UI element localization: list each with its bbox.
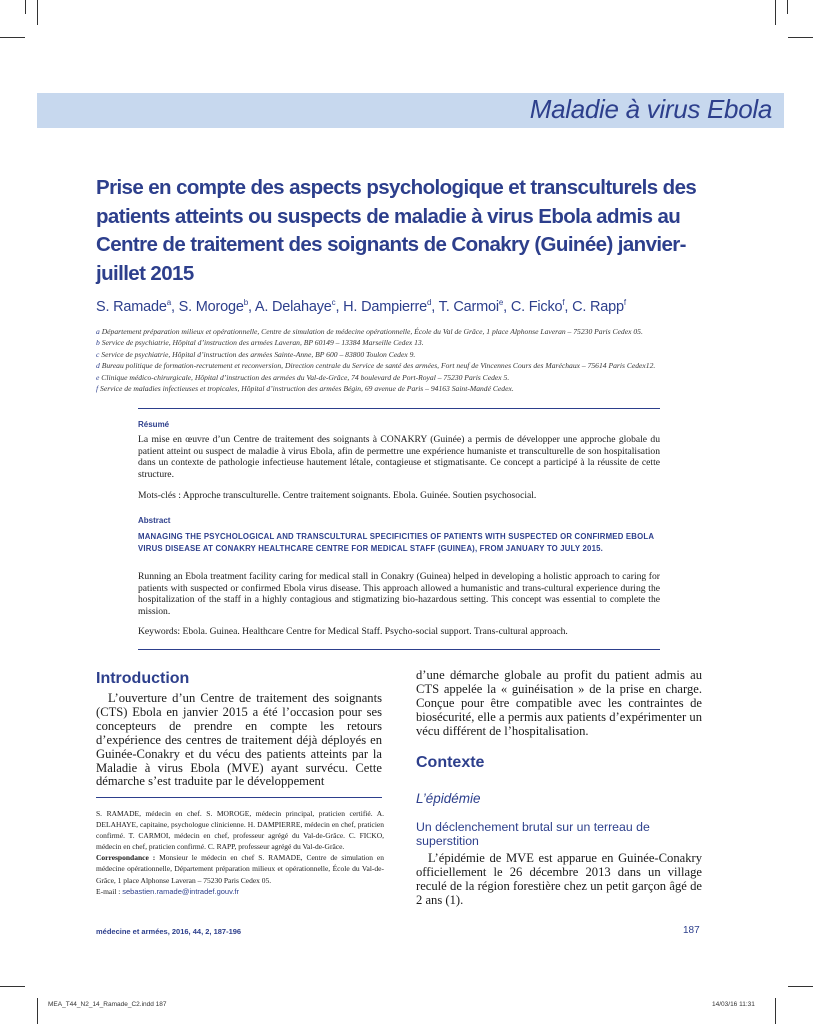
crop-mark	[775, 998, 776, 1024]
resume-text: La mise en œuvre d’un Centre de traitement des soignants à CONAKRY (Guinée) a permis de développer une approche globale du patient atteint ou suspect de maladie à virus Ebola, afin de permettre une expérience humaniste et transculturelle de son hospitalisation dans un contexte de pathologie infectieuse hautement létale, contagieuse et stigmatisante. Ce concept a participé à la réussite de cette structure.	[138, 434, 660, 480]
author: A. Delahaye$^c$	[254, 298, 336, 315]
page-number: 187	[683, 925, 700, 936]
abstract-bottom-rule	[138, 649, 660, 650]
footnote-email: E-mail : sebastien.ramade@intradef.gouv.fr	[96, 886, 239, 896]
contexte-text: L’épidémie de MVE est apparue en Guinée-Conakry officiellement le 26 décembre 2013 dans un village reculé de la région forestière chez un petit garçon âgé de 2 ans (1).	[416, 851, 702, 907]
author: S. Moroge$^b$	[178, 298, 249, 315]
journal-citation: médecine et armées, 2016, 44, 2, 187-196	[96, 927, 242, 936]
author: H. Dampierre$^d$	[343, 298, 432, 315]
footnote-rule	[96, 797, 382, 798]
abstract-text: Running an Ebola treatment facility caring for medical stall in Conakry (Guinea) helped in developing a holistic approach to caring for patients with suspected or confirmed Ebola virus disease. This approach allowed a humanistic and trans-cultural experience during the hospitalization of the staff in a highly contagious and stigmatizing bio-hazardous setting. This concept was essential to complete the mission.	[138, 571, 660, 617]
resume-heading: Résumé	[138, 420, 170, 429]
author: S. Ramade$^a$	[96, 298, 171, 315]
crop-mark	[37, 998, 38, 1024]
email-link[interactable]: sebastien.ramade@intradef.gouv.fr	[122, 886, 239, 896]
introduction-continuation: d’une démarche globale au profit du patient admis au CTS appelée la « guinéisation » de la prise en charge. Conçue pour être compatible avec les contraintes de biosécurité, elle a permis aux patients d’expérimenter un vécu différent de l’hospitalisation.	[416, 668, 702, 738]
crop-mark	[25, 0, 26, 14]
declenchement-heading: Un déclenchement brutal sur un terreau de superstition	[416, 820, 650, 848]
crop-mark	[775, 0, 776, 25]
author: C. Ficko$^f$	[510, 298, 565, 315]
crop-mark	[788, 37, 813, 38]
affiliation: d Bureau politique de formation-recrutement et reconversion, Direction centrale du Service de santé des armées, Fort neuf de Vincennes Cours des Maréchaux – 75614 Paris Cedex12.	[96, 361, 656, 371]
slug-file: MEA_T44_N2_14_Ramade_C2.indd 187	[48, 1001, 167, 1008]
author: C. Rapp$^f$	[572, 298, 626, 315]
abstract-heading: Abstract	[138, 516, 171, 525]
resume-keywords: Mots-clés : Approche transculturelle. Centre traitement soignants. Ebola. Guinée. Soutien psychosocial.	[138, 490, 537, 501]
abstract-keywords: Keywords: Ebola. Guinea. Healthcare Centre for Medical Staff. Psycho-social support. Trans-cultural approach.	[138, 626, 568, 637]
article-title: Prise en compte des aspects psychologique et transculturels des patients atteints ou suspects de maladie à virus Ebola admis au Centre de traitement des soignants de Conakry (Guinée) janvier-juillet 2015	[96, 176, 697, 285]
footnote-authors: S. RAMADE, médecin en chef. S. MOROGE, médecin principal, praticien certifié. A. DELAHAYE, capitaine, psychologue clinicienne. H. DAMPIERRE, médecin en chef, praticien confirmé. T. CARMOI, médecin en chef, professeur agrégé du Val-de-Grâce. C. FICKO, médecin en chef, praticien confirmé. C. RAPP, professeur agrégé du Val-de-Grâce.	[96, 809, 384, 852]
section-band	[37, 93, 784, 128]
affiliation: b Service de psychiatrie, Hôpital d’instruction des armées Laveran, BP 60149 – 13384 Marseille Cedex 13.	[96, 338, 424, 348]
crop-mark	[0, 986, 25, 987]
epidemie-heading: L’épidémie	[416, 791, 481, 806]
affiliation: e Clinique médico-chirurgicale, Hôpital d’instruction des armées du Val-de-Grâce, 74 boulevard de Port-Royal – 75230 Paris Cedex 5.	[96, 372, 510, 382]
author-footnote	[96, 808, 384, 897]
affiliation: c Service de psychiatrie, Hôpital d’instruction des armées Sainte-Anne, BP 600 – 83800 Toulon Cedex 9.	[96, 349, 416, 359]
author: T. Carmoi$^e$	[438, 298, 504, 315]
crop-mark	[788, 986, 813, 987]
affiliations	[96, 326, 736, 394]
crop-mark	[787, 0, 788, 14]
crop-mark	[37, 0, 38, 25]
introduction-heading: Introduction	[96, 670, 190, 687]
introduction-text: L’ouverture d’un Centre de traitement des soignants (CTS) Ebola en janvier 2015 a été l’occasion pour ses concepteurs de prendre en compte les retours d’expérience des centres de traitement déjà déployés en Guinée-Conakry et du vécu des patients atteints par la Maladie à virus Ebola (MVE) ayant survécu. Cette démarche s’est traduite par le développement	[96, 691, 382, 789]
affiliation: f Service de maladies infectieuses et tropicales, Hôpital d’instruction des armées Bégin, 69 avenue de Paris – 94163 Saint-Mandé Cedex.	[96, 384, 514, 394]
slug-date: 14/03/16 11:31	[712, 1001, 755, 1008]
abstract-top-rule	[138, 408, 660, 409]
crop-mark	[0, 37, 25, 38]
section-title: Maladie à virus Ebola	[529, 94, 772, 124]
affiliation: a Département préparation milieux et opérationnelle, Centre de simulation de médecine opérationnelle, École du Val de Grâce, 1 place Alphonse Laveran – 75230 Paris Cedex 05.	[96, 327, 643, 336]
abstract-title: MANAGING THE PSYCHOLOGICAL AND TRANSCULTURAL SPECIFICITIES OF PATIENTS WITH SUSPECTED OR CONFIRMED EBOLA VIRUS DISEASE AT CONAKRY HEALTHCARE CENTRE FOR MEDICAL STAFF (GUINEA), FROM JANUARY TO JULY 2015.	[138, 532, 654, 553]
footnote-correspondence: Correspondance : Monsieur le médecin en chef S. RAMADE, Centre de simulation en médecine opérationnelle, Département préparation milieux et opérationnelle, École du Val-de-Grâce, 1 place Alphonse Laveran – 75230 Paris Cedex 05.	[96, 853, 384, 885]
contexte-heading: Contexte	[416, 754, 485, 771]
author-list: S. Ramade$^a$, S. Moroge$^b$, A. Delahaye$^c$, H. Dampierre$^d$, T. Carmoi$^e$, C. Ficko$^f$, C. Rapp$^f$	[96, 298, 626, 315]
